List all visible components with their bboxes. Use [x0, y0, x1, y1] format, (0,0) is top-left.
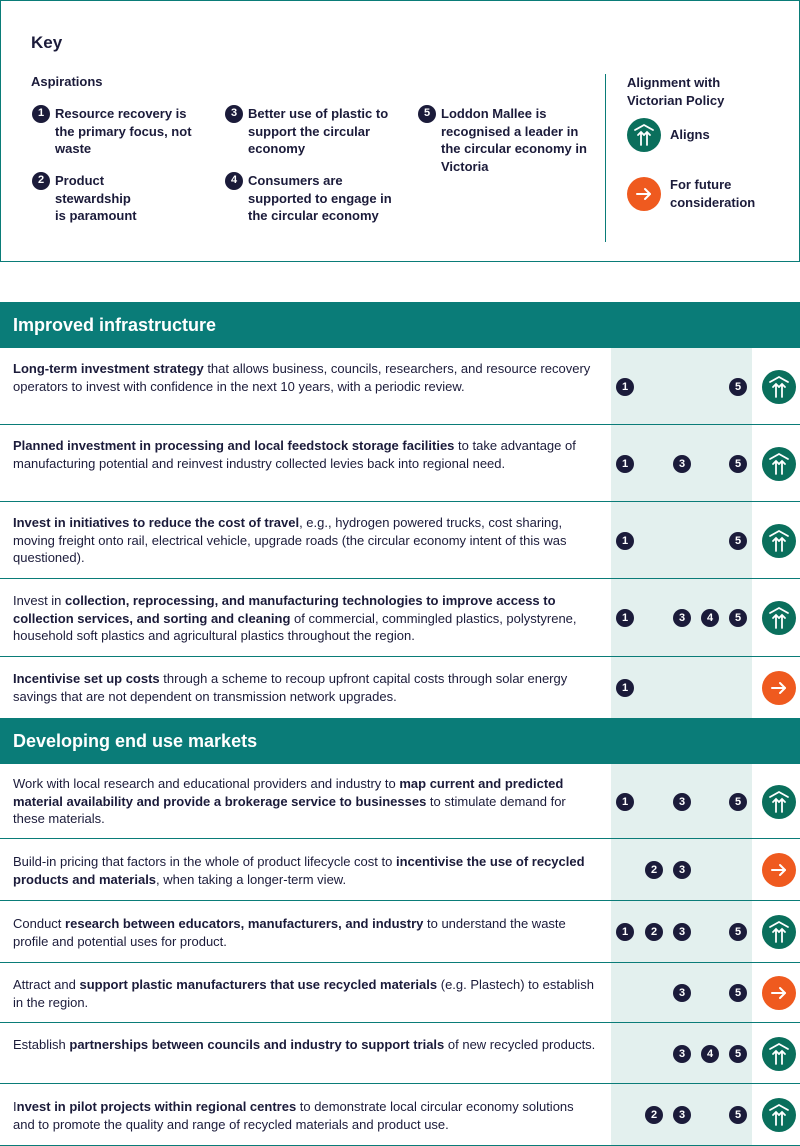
description-text: (e.g. Plastech) to establish in the region.	[13, 977, 594, 1010]
description-text: to stimulate demand for these materials.	[13, 793, 566, 826]
aspiration-2-badge: 2	[645, 1106, 663, 1124]
description-emphasis: research between educators, manufacturers, and industry	[65, 916, 424, 931]
aspiration-text: Loddon Mallee is recognised a leader in the circular economy in Victoria	[441, 106, 587, 174]
row-description	[13, 437, 598, 472]
row-description	[13, 360, 598, 395]
description-emphasis: support plastic manufacturers that use recycled materials	[79, 977, 438, 992]
arrow-right-icon	[762, 671, 796, 705]
aspiration-5-badge: 5	[729, 923, 747, 941]
description-text: , e.g., hydrogen powered trucks, cost sharing, moving freight onto rail, electrical vehicle, upgrade roads (the circular economy intent of this was questioned).	[13, 515, 567, 565]
description-text: of commercial, commingled plastics, polystyrene, household soft plastics and agricultural plastics throughout the region.	[13, 610, 577, 643]
description-emphasis: partnerships between councils and industry to support trials	[69, 1037, 445, 1052]
table-row	[0, 502, 800, 579]
section-header: Developing end use markets	[0, 718, 800, 764]
description-text: Establish	[13, 1037, 70, 1052]
key-divider	[605, 74, 606, 242]
aligns-icon	[762, 601, 796, 635]
aligns-icon	[762, 447, 796, 481]
aspiration-3-badge: 3	[673, 1045, 691, 1063]
aligns-label: Aligns	[670, 127, 710, 143]
arrow-right-icon	[627, 177, 661, 211]
aspiration-3	[225, 105, 400, 158]
description-emphasis: Long-term investment strategy	[13, 361, 204, 376]
aspiration-5	[418, 105, 588, 175]
row-description	[13, 775, 598, 828]
description-text: Attract and	[13, 977, 80, 992]
description-emphasis: nvest in pilot projects within regional centres	[16, 1099, 297, 1114]
aspirations-title: Aspirations	[31, 74, 103, 89]
aspiration-text: Better use of plastic to support the circular economy	[248, 106, 389, 156]
table-row	[0, 901, 800, 963]
row-description	[13, 915, 598, 950]
description-text: to take advantage of manufacturing potential and reinvest industry collected levies back into regional need.	[13, 438, 576, 471]
row-description	[13, 976, 598, 1011]
aspiration-text: Resource recovery is the primary focus, not waste	[55, 106, 192, 156]
aspiration-1-badge: 1	[616, 378, 634, 396]
aspiration-3-badge: 3	[673, 1106, 691, 1124]
aspiration-5-badge: 5	[729, 532, 747, 550]
description-emphasis: Incentivise set up costs	[13, 671, 160, 686]
aspiration-2-badge: 2	[645, 923, 663, 941]
description-text: I	[13, 1099, 17, 1114]
description-text: , when taking a longer-term view.	[156, 871, 347, 887]
table-row	[0, 425, 800, 502]
description-text: of new recycled products.	[444, 1037, 596, 1052]
description-text: Work with local research and educational providers and industry to	[13, 776, 400, 791]
aligns-icon	[762, 1037, 796, 1071]
aspiration-3-badge: 3	[673, 793, 691, 811]
aspiration-1-badge: 1	[616, 679, 634, 697]
aspiration-5-badge: 5	[729, 984, 747, 1002]
aspiration-5-badge: 5	[729, 793, 747, 811]
row-description	[13, 514, 598, 567]
description-emphasis: Planned investment in processing and local feedstock storage facilities	[13, 438, 455, 453]
aspiration-4-badge: 4	[701, 1045, 719, 1063]
aspiration-3-badge: 3	[673, 861, 691, 879]
future-label: For future consideration	[670, 177, 756, 210]
number-badge: 3	[225, 105, 243, 123]
aspiration-1-badge: 1	[616, 455, 634, 473]
row-description	[13, 853, 598, 888]
aspiration-1-badge: 1	[616, 609, 634, 627]
description-emphasis: collection, reprocessing, and manufacturing technologies to improve access to collection services, and sorting and cleaning	[13, 593, 556, 626]
description-text: to understand the waste profile and potential uses for product.	[13, 916, 566, 949]
aspiration-1-badge: 1	[616, 793, 634, 811]
aspiration-5-badge: 5	[729, 1045, 747, 1063]
aspiration-2	[32, 172, 207, 225]
aligns-icon	[762, 915, 796, 949]
aspiration-2-badge: 2	[645, 861, 663, 879]
row-description	[13, 1036, 598, 1054]
aspiration-1	[32, 105, 207, 158]
table-row	[0, 839, 800, 901]
table-row	[0, 1023, 800, 1084]
row-description	[13, 670, 598, 705]
table-row	[0, 963, 800, 1023]
aspiration-3-badge: 3	[673, 984, 691, 1002]
description-text: that allows business, councils, researchers, and resource recovery operators to invest with confidence in the next 10 years, with a periodic review.	[13, 361, 591, 394]
description-emphasis: map current and predicted material availability and provide a brokerage service to businesses	[13, 776, 564, 809]
aspiration-1-badge: 1	[616, 923, 634, 941]
description-text: to demonstrate local circular economy solutions and to promote the quality and range of recycled materials and product use.	[13, 1099, 574, 1132]
description-text: Invest in	[13, 593, 66, 608]
description-emphasis: Invest in initiatives to reduce the cost of travel	[13, 515, 300, 530]
key-panel	[0, 0, 800, 262]
number-badge: 2	[32, 172, 50, 190]
number-badge: 5	[418, 105, 436, 123]
aligns-icon	[762, 1098, 796, 1132]
arrow-right-icon	[762, 976, 796, 1010]
aspiration-3-badge: 3	[673, 455, 691, 473]
aligns-icon	[762, 524, 796, 558]
aspiration-text: Product stewardship is paramount	[55, 173, 137, 223]
aspiration-5-badge: 5	[729, 1106, 747, 1124]
aspiration-5-badge: 5	[729, 609, 747, 627]
number-badge: 1	[32, 105, 50, 123]
legend-future	[627, 176, 780, 211]
table-row	[0, 579, 800, 657]
description-text: Build-in pricing that factors in the whole of product lifecycle cost to	[13, 854, 396, 869]
description-emphasis: incentivise the use of recycled products and materials	[13, 854, 585, 887]
description-text: Conduct	[13, 916, 66, 931]
row-description	[13, 1098, 598, 1133]
arrow-right-icon	[762, 853, 796, 887]
aspiration-text: Consumers are supported to engage in the circular economy	[248, 173, 392, 223]
alignment-title: Alignment with Victorian Policy	[627, 75, 725, 108]
description-text: through a scheme to recoup upfront capital costs through solar energy savings that are not dependent on transmission network upgrades.	[13, 671, 568, 704]
number-badge: 4	[225, 172, 243, 190]
aligns-icon	[762, 370, 796, 404]
section-header: Improved infrastructure	[0, 302, 800, 348]
row-description	[13, 592, 598, 645]
aspiration-4	[225, 172, 400, 225]
aspiration-3-badge: 3	[673, 609, 691, 627]
aligns-icon	[627, 118, 661, 152]
legend-aligns	[627, 118, 710, 152]
table-row	[0, 1084, 800, 1146]
aspiration-5-badge: 5	[729, 378, 747, 396]
table-row	[0, 764, 800, 839]
table-row	[0, 657, 800, 718]
aspiration-5-badge: 5	[729, 455, 747, 473]
aligns-icon	[762, 785, 796, 819]
key-title: Key	[31, 33, 63, 52]
aspiration-1-badge: 1	[616, 532, 634, 550]
table-row	[0, 348, 800, 425]
aspiration-4-badge: 4	[701, 609, 719, 627]
aspiration-3-badge: 3	[673, 923, 691, 941]
